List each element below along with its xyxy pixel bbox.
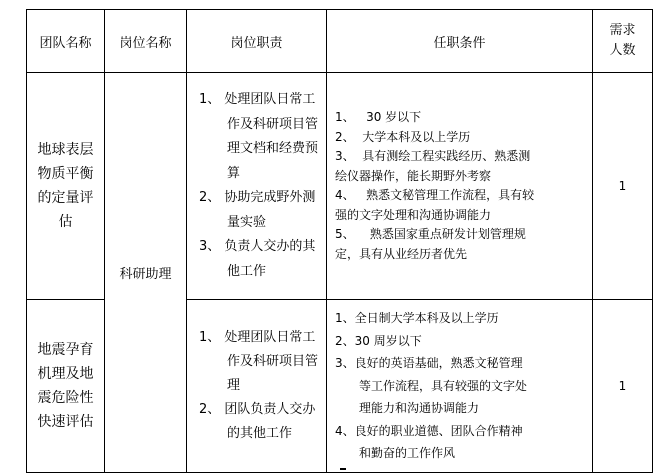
header-count <box>593 10 653 73</box>
requirement-line: 4、 熟悉文秘管理工作流程，具有较 <box>335 188 535 202</box>
requirement-line: 2、 大学本科及以上学历 <box>335 129 471 144</box>
count-cell <box>593 300 653 473</box>
duty-line: 算 <box>227 165 241 181</box>
duty-line: 1、 处理团队日常工 <box>199 92 316 107</box>
count-value: 1 <box>618 179 627 193</box>
requirement-line: 绘仪器操作，能长期野外考察 <box>335 168 492 183</box>
position-name: 科研助理 <box>119 267 172 282</box>
duty-line: 3、 负责人交办的其 <box>199 239 316 254</box>
requirement-line: 1、 30 岁以下 <box>335 110 422 124</box>
requirement-line: 定，具有从业经历者优先 <box>335 246 468 261</box>
requirement-line: 4、良好的职业道德、团队合作精神 <box>335 423 523 438</box>
requirement-line: 强的文字处理和沟通协调能力 <box>335 207 492 222</box>
requirement-line: 理能力和沟通协调能力 <box>359 401 480 416</box>
position-name-cell <box>105 73 187 473</box>
requirements-cell <box>327 300 593 473</box>
requirement-line: 3、 具有测绘工程实践经历、熟悉测 <box>335 149 531 163</box>
requirement-line: 3、良好的英语基础，熟悉文秘管理 <box>335 356 523 371</box>
count-value: 1 <box>618 379 627 393</box>
team-name: 地震孕育机理及地震危险性快速评估 <box>37 342 94 430</box>
duty-line: 2、 团队负责人交办 <box>199 402 316 417</box>
requirement-line: 和勤奋的工作作风 <box>359 446 456 461</box>
duties-cell <box>187 73 327 300</box>
table-row <box>27 73 653 300</box>
duty-line: 量实验 <box>227 214 267 230</box>
duty-line: 作及科研项目管 <box>227 354 319 369</box>
team-name-cell <box>27 300 105 473</box>
requirement-line: 等工作流程，具有较强的文字处 <box>359 378 528 393</box>
duties-cell <box>187 300 327 473</box>
duty-line: 理文档和经费预 <box>227 141 319 156</box>
duty-line: 理 <box>227 378 241 393</box>
requirement-line: 2、30 周岁以下 <box>335 333 422 348</box>
requirements-cell <box>327 73 593 300</box>
header-duties: 岗位职责 <box>187 10 327 73</box>
header-position: 岗位名称 <box>105 10 187 73</box>
requirement-line: 5、 熟悉国家重点研发计划管理规 <box>335 227 526 241</box>
recruitment-table <box>26 9 653 473</box>
header-row <box>27 10 653 73</box>
team-name-cell <box>27 73 105 300</box>
duty-line: 他工作 <box>227 263 267 279</box>
duty-line: 作及科研项目管 <box>227 116 319 132</box>
page-mark <box>340 468 346 470</box>
duty-line: 的其他工作 <box>227 426 293 441</box>
header-requirements: 任职条件 <box>327 10 593 73</box>
count-cell <box>593 73 653 300</box>
header-count-text: 需求人数 <box>609 23 636 58</box>
header-team: 团队名称 <box>27 10 105 73</box>
team-name: 地球表层物质平衡的定量评估 <box>37 142 94 230</box>
requirement-line: 1、全日制大学本科及以上学历 <box>335 311 499 326</box>
duty-line: 2、 协助完成野外测 <box>199 190 316 205</box>
duty-line: 1、 处理团队日常工 <box>199 330 316 345</box>
